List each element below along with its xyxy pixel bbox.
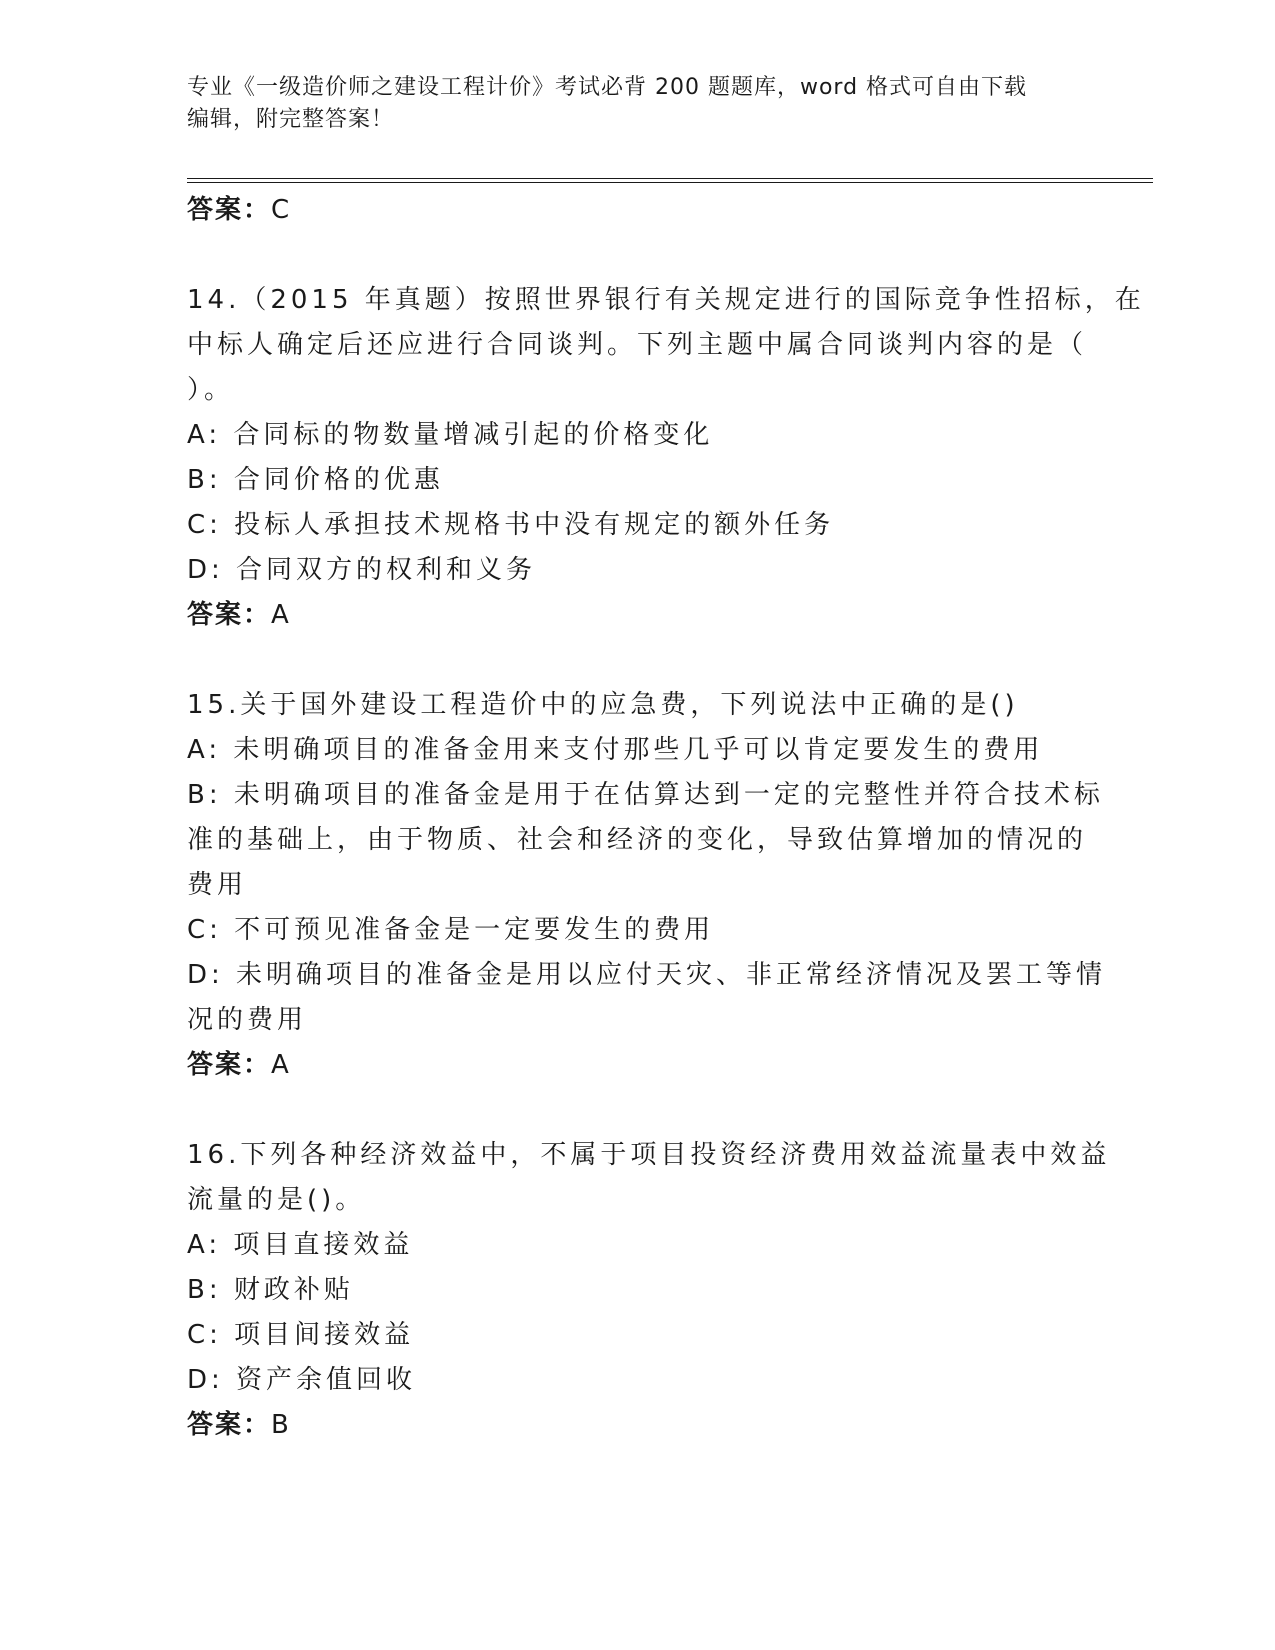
option-b: B: 合同价格的优惠 — [187, 465, 444, 495]
option-b: B: 未明确项目的准备金是用于在估算达到一定的完整性并符合技术标 — [187, 780, 1104, 810]
question-text-line: 15.关于国外建设工程造价中的应急费，下列说法中正确的是() — [187, 690, 1019, 720]
option-a: A: 未明确项目的准备金用来支付那些几乎可以肯定要发生的费用 — [187, 735, 1044, 765]
spacer — [187, 1088, 1087, 1133]
prev-answer — [187, 188, 1087, 233]
question-block — [187, 683, 1107, 1088]
answer-value: C — [271, 195, 292, 225]
answer-label: 答案： — [187, 1050, 272, 1080]
document-header — [187, 72, 1087, 136]
option-c: C: 投标人承担技术规格书中没有规定的额外任务 — [187, 510, 835, 540]
question-text-line: ）。 — [187, 375, 235, 405]
header-divider-top — [187, 178, 1153, 179]
answer-value: B — [271, 1410, 291, 1440]
answer-value: A — [271, 1050, 291, 1080]
question-block — [187, 1133, 1111, 1448]
question-answer — [187, 593, 1087, 638]
option-b: B: 财政补贴 — [187, 1275, 354, 1305]
header-line-2: 编辑，附完整答案！ — [187, 107, 395, 132]
option-d-continued: 况的费用 — [187, 1005, 308, 1035]
answer-label: 答案： — [187, 1410, 272, 1440]
option-a: A: 项目直接效益 — [187, 1230, 414, 1260]
answer-value: A — [271, 600, 291, 630]
option-d: D: 未明确项目的准备金是用以应付天灾、非正常经济情况及罢工等情 — [187, 960, 1107, 990]
option-b-continued: 准的基础上，由于物质、社会和经济的变化，导致估算增加的情况的 — [187, 825, 1088, 855]
option-b-continued: 费用 — [187, 870, 248, 900]
question-answer — [187, 1043, 1087, 1088]
document-body — [187, 188, 1145, 1448]
question-text-line: 中标人确定后还应进行合同谈判。下列主题中属合同谈判内容的是（ — [187, 330, 1088, 360]
header-line-1: 专业《一级造价师之建设工程计价》考试必背 200 题题库，word 格式可自由下载 — [187, 75, 1028, 100]
question-block — [187, 278, 1145, 638]
spacer — [187, 233, 1087, 278]
option-d: D: 资产余值回收 — [187, 1365, 417, 1395]
spacer — [187, 638, 1087, 683]
answer-label: 答案： — [187, 195, 272, 225]
question-text-line: 流量的是()。 — [187, 1185, 366, 1215]
question-answer — [187, 1403, 1087, 1448]
option-c: C: 项目间接效益 — [187, 1320, 415, 1350]
option-a: A: 合同标的物数量增减引起的价格变化 — [187, 420, 714, 450]
option-c: C: 不可预见准备金是一定要发生的费用 — [187, 915, 715, 945]
option-d: D: 合同双方的权利和义务 — [187, 555, 537, 585]
header-divider-bottom — [187, 182, 1153, 183]
answer-label: 答案： — [187, 600, 272, 630]
question-text-line: 14.（2015 年真题）按照世界银行有关规定进行的国际竞争性招标，在 — [187, 285, 1145, 315]
question-text-line: 16.下列各种经济效益中，不属于项目投资经济费用效益流量表中效益 — [187, 1140, 1111, 1170]
